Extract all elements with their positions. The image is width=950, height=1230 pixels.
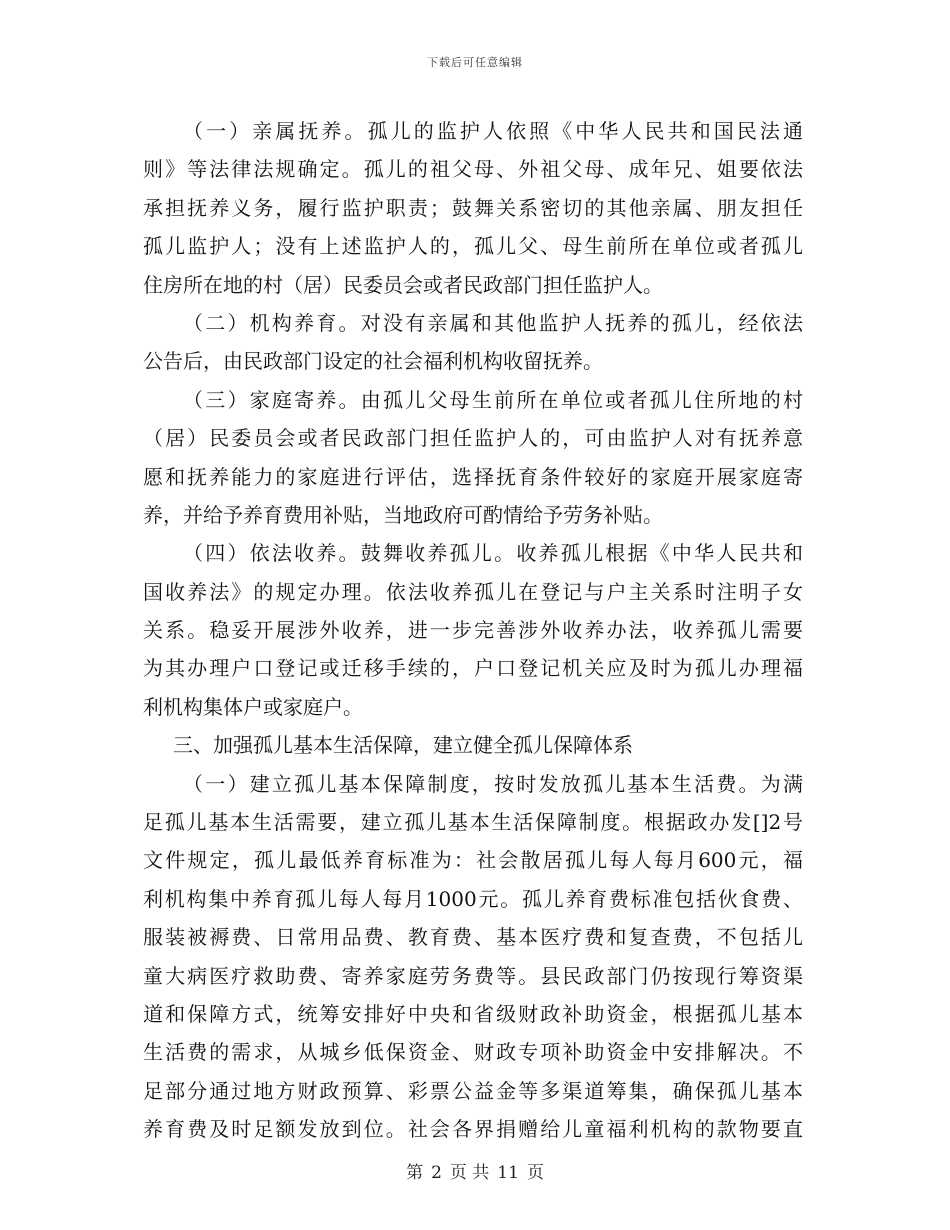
text-line: 国收养法》的规定办理。依法收养孤儿在登记与户主关系时注明子女 — [143, 579, 803, 604]
text-line: 孤儿监护人；没有上述监护人的，孤儿父、母生前所在单位或者孤儿 — [143, 234, 803, 259]
text-line: 则》等法律法规确定。孤儿的祖父母、外祖父母、成年兄、姐要依法 — [143, 157, 803, 182]
footer-suffix: 页 — [526, 1163, 544, 1183]
text-line: 童大病医疗救助费、寄养家庭劳务费等。县民政部门仍按现行筹资渠 — [143, 963, 803, 988]
text-line: 关系。稳妥开展涉外收养，进一步完善涉外收养办法，收养孤儿需要 — [143, 618, 803, 643]
text-line: 利机构集中养育孤儿每人每月1000元。孤儿养育费标准包括伙食费、 — [143, 886, 803, 911]
text-line: （一）建立孤儿基本保障制度，按时发放孤儿基本生活费。为满 — [183, 771, 803, 796]
text-line: 服装被褥费、日常用品费、教育费、基本医疗费和复查费，不包括儿 — [143, 925, 803, 950]
text-line: （一）亲属抚养。孤儿的监护人依照《中华人民共和国民法通 — [183, 119, 803, 143]
text-line: 为其办理户口登记或迁移手续的，户口登记机关应及时为孤儿办理福 — [143, 656, 803, 681]
document-body — [143, 112, 803, 1149]
text-line: 承担抚养义务，履行监护职责；鼓舞关系密切的其他亲属、朋友担任 — [143, 195, 803, 220]
footer-middle: 页 共 — [449, 1163, 490, 1183]
footer-prefix: 第 — [406, 1163, 424, 1183]
text-line: 住房所在地的村（居）民委员会或者民政部门担任监护人。 — [143, 272, 663, 297]
footer-total-pages: 11 — [497, 1163, 519, 1183]
section-heading-line: 三、加强孤儿基本生活保障，建立健全孤儿保障体系 — [173, 733, 633, 758]
text-line: 足孤儿基本生活需要，建立孤儿基本生活保障制度。根据政办发[]2号 — [143, 810, 803, 835]
page-footer — [0, 1158, 950, 1183]
text-line: （四）依法收养。鼓舞收养孤儿。收养孤儿根据《中华人民共和 — [183, 541, 803, 566]
text-line: 足部分通过地方财政预算、彩票公益金等多渠道筹集，确保孤儿基本 — [143, 1078, 803, 1103]
text-line: 养育费及时足额发放到位。社会各界捐赠给儿童福利机构的款物要直 — [143, 1117, 803, 1142]
text-line: 生活费的需求，从城乡低保资金、财政专项补助资金中安排解决。不 — [143, 1040, 803, 1065]
page-header: 下载后可任意编辑 — [427, 56, 523, 69]
text-line: （居）民委员会或者民政部门担任监护人的，可由监护人对有抚养意 — [143, 426, 803, 451]
text-line: 公告后，由民政部门设定的社会福利机构收留抚养。 — [143, 349, 603, 374]
text-line: 道和保障方式，统筹安排好中央和省级财政补助资金，根据孤儿基本 — [143, 1001, 803, 1026]
text-line: （二）机构养育。对没有亲属和其他监护人抚养的孤儿，经依法 — [183, 310, 803, 335]
text-line: （三）家庭寄养。由孤儿父母生前所在单位或者孤儿住所地的村 — [183, 387, 803, 412]
text-line: 文件规定，孤儿最低养育标准为：社会散居孤儿每人每月600元，福 — [143, 848, 803, 873]
footer-page-number: 2 — [431, 1163, 442, 1183]
text-line: 养，并给予养育费用补贴，当地政府可酌情给予劳务补贴。 — [143, 502, 663, 527]
text-line: 愿和抚养能力的家庭进行评估，选择抚育条件较好的家庭开展家庭寄 — [143, 464, 803, 489]
text-line: 利机构集体户或家庭户。 — [143, 694, 363, 719]
